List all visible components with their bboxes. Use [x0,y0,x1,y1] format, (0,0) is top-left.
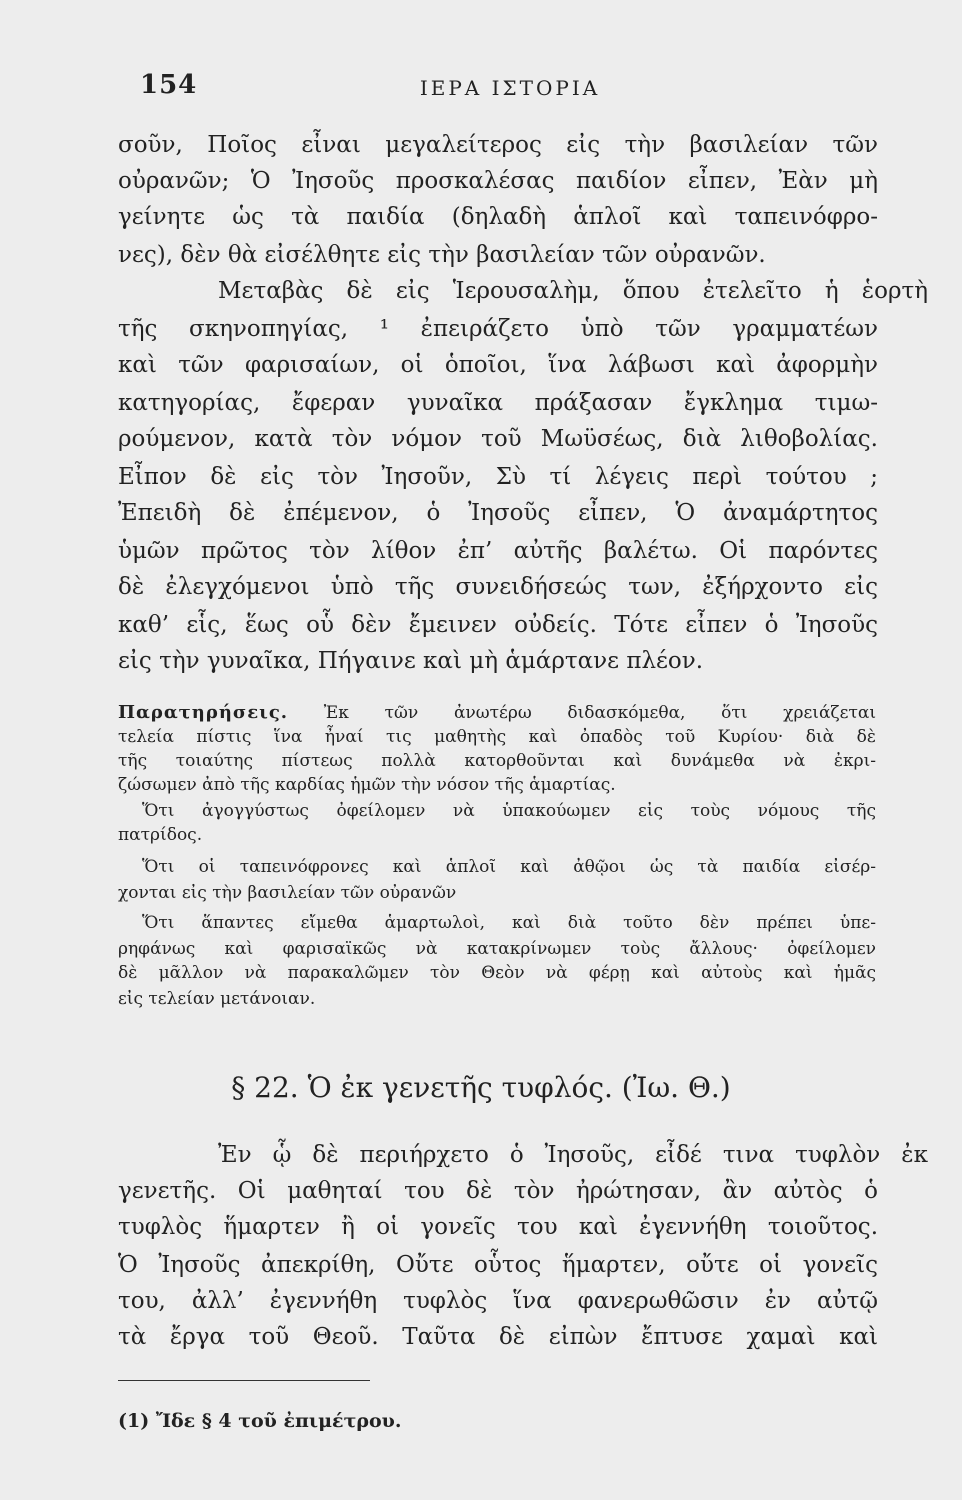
body-line: γείνητε ὡς τὰ παιδία (δηλαδὴ ἁπλοῖ καὶ ταπεινόφρο- [118,204,878,230]
note-line [118,702,876,724]
body-line: γενετῆς. Οἱ μαθηταί του δὲ τὸν ἠρώτησαν, ἂν αὐτὸς ὁ [118,1178,878,1204]
body-line: τυφλὸς ἥμαρτεν ἢ οἱ γονεῖς του καὶ ἐγεννήθη τοιοῦτος. [118,1214,878,1240]
body-line: Μεταβὰς δὲ εἰς Ἱερουσαλὴμ, ὅπου ἐτελεῖτο ἡ ἑορτὴ [218,278,928,304]
body-line: Εἶπον δὲ εἰς τὸν Ἰησοῦν, Σὺ τί λέγεις περὶ τούτου ; [118,464,878,490]
body-line: τῆς σκηνοπηγίας, ¹ ἐπειράζετο ὑπὸ τῶν γραμματέων [118,316,878,342]
body-line: οὐρανῶν; Ὁ Ἰησοῦς προσκαλέσας παιδίον εἶπεν, Ἐὰν μὴ [118,168,878,194]
note-line: τελεία πίστις ἵνα ἦναί τις μαθητὴς καὶ ὀπαδὸς τοῦ Κυρίου· διὰ δὲ [118,727,876,747]
body-line: ὑμῶν πρῶτος τὸν λίθον ἐπ’ αὐτῆς βαλέτω. Οἱ παρόντες [118,538,878,564]
note-line: ρηφάνως καὶ φαρισαϊκῶς νὰ κατακρίνωμεν τοὺς ἄλλους· ὀφείλομεν [118,939,876,959]
running-title: ΙΕΡΑ ΙΣΤΟΡΙΑ [419,76,601,100]
footnote: (1) Ἴδε § 4 τοῦ ἐπιμέτρου. [118,1410,402,1432]
body-line: του, ἀλλ’ ἐγεννήθη τυφλὸς ἵνα φανερωθῶσιν ἐν αὐτῷ [118,1288,878,1314]
body-line: νες), δὲν θὰ εἰσέλθητε εἰς τὴν βασιλείαν τῶν οὐρανῶν. [118,242,766,268]
body-line: σοῦν, Ποῖος εἶναι μεγαλείτερος εἰς τὴν βασιλείαν τῶν [118,132,878,158]
body-line: δὲ ἐλεγχόμενοι ὑπὸ τῆς συνειδήσεώς των, ἐξήρχοντο εἰς [118,574,878,600]
note-line: τῆς τοιαύτης πίστεως πολλὰ κατορθοῦνται καὶ δυνάμεθα νὰ ἐκρι- [118,751,876,771]
note-line: χονται εἰς τὴν βασιλείαν τῶν οὐρανῶν [118,883,457,903]
body-line: Ὁ Ἰησοῦς ἀπεκρίθη, Οὔτε οὗτος ἥμαρτεν, οὔτε οἱ γονεῖς [118,1252,878,1278]
body-line: Ἐν ᾧ δὲ περιήρχετο ὁ Ἰησοῦς, εἶδέ τινα τυφλὸν ἐκ [218,1142,928,1168]
note-text: Ἐκ τῶν ἀνωτέρω διδασκόμεθα, ὅτι χρειάζεται [323,703,877,723]
note-line: Ὅτι ἅπαντες εἴμεθα ἁμαρτωλοὶ, καὶ διὰ τοῦτο δὲν πρέπει ὑπε- [142,913,876,933]
note-line: πατρίδος. [118,825,203,845]
body-line: τὰ ἔργα τοῦ Θεοῦ. Ταῦτα δὲ εἰπὼν ἔπτυσε χαμαὶ καὶ [118,1324,878,1350]
page-number: 154 [140,70,198,100]
note-line: εἰς τελείαν μετάνοιαν. [118,989,316,1009]
note-line: ζώσωμεν ἀπὸ τῆς καρδίας ἡμῶν τὴν νόσον τῆς ἁμαρτίας. [118,775,616,795]
page-header [140,70,880,110]
note-line: Ὅτι οἱ ταπεινόφρονες καὶ ἁπλοῖ καὶ ἀθῷοι ὡς τὰ παιδία εἰσέρ- [142,857,876,877]
section-heading: § 22. Ὁ ἐκ γενετῆς τυφλός. (Ἰω. Θ.) [231,1071,731,1104]
note-line: δὲ μᾶλλον νὰ παρακαλῶμεν τὸν Θεὸν νὰ φέρῃ καὶ αὐτοὺς καὶ ἡμᾶς [118,963,876,983]
body-line: ρούμενον, κατὰ τὸν νόμον τοῦ Μωϋσέως, διὰ λιθοβολίας. [118,426,878,452]
body-line: καθ’ εἷς, ἕως οὗ δὲν ἔμεινεν οὐδείς. Τότε εἶπεν ὁ Ἰησοῦς [118,612,878,638]
note-line: Ὅτι ἀγογγύστως ὀφείλομεν νὰ ὑπακούωμεν εἰς τοὺς νόμους τῆς [142,801,876,821]
notes-heading: Παρατηρήσεις. [118,702,289,723]
body-line: καὶ τῶν φαρισαίων, οἱ ὁποῖοι, ἵνα λάβωσι καὶ ἀφορμὴν [118,352,878,378]
body-line: εἰς τὴν γυναῖκα, Πήγαινε καὶ μὴ ἁμάρτανε πλέον. [118,648,704,674]
body-line: Ἐπειδὴ δὲ ἐπέμενον, ὁ Ἰησοῦς εἶπεν, Ὁ ἀναμάρτητος [118,500,878,526]
body-line: κατηγορίας, ἔφεραν γυναῖκα πράξασαν ἔγκλημα τιμω- [118,390,878,416]
footnote-divider [118,1380,370,1381]
